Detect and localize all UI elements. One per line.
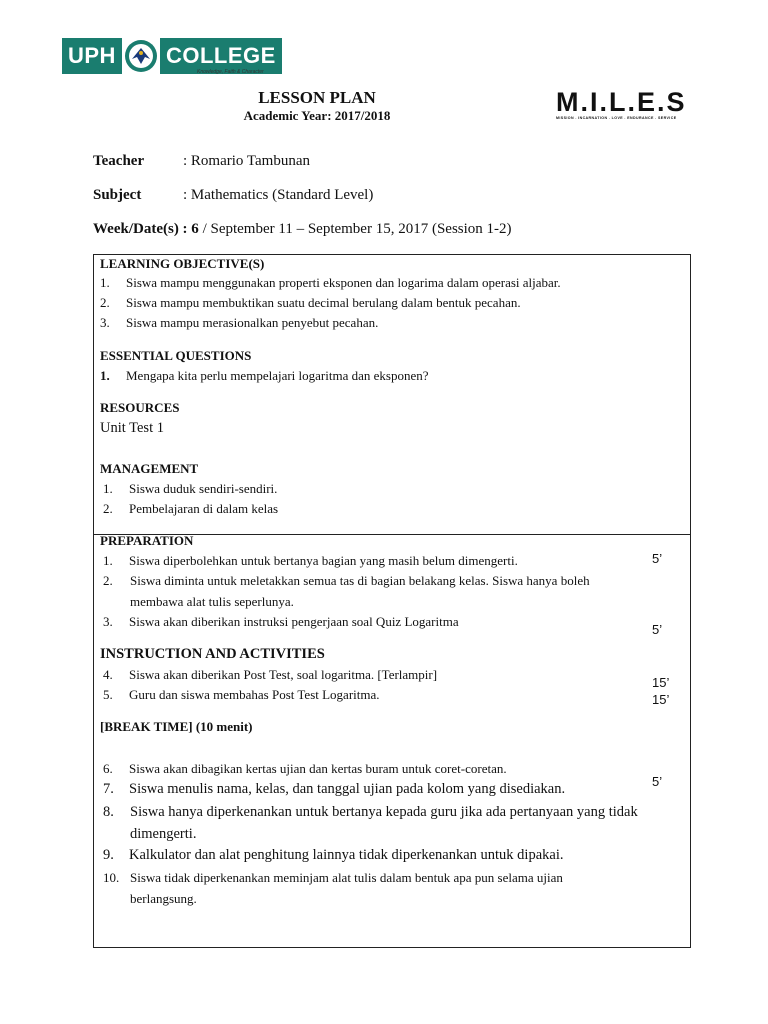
teacher-row xyxy=(93,153,310,170)
week-label: Week/Date(s) : 6 xyxy=(93,221,199,237)
list-item: 9. Kalkulator dan alat penghitung lainnya tidak diperkenankan untuk dipakai. xyxy=(103,847,564,863)
logo-left-text: UPH xyxy=(62,38,122,74)
uph-college-logo xyxy=(62,38,282,74)
miles-logo xyxy=(556,88,694,120)
miles-title: M.I.L.E.S xyxy=(556,87,687,117)
time-label: 5’ xyxy=(652,551,663,566)
learning-objectives-heading: LEARNING OBJECTIVE(S) xyxy=(100,256,265,271)
week-value: / September 11 – September 15, 2017 (Session 1-2) xyxy=(198,221,512,237)
subject-value: : Mathematics (Standard Level) xyxy=(183,187,374,203)
academic-year: Academic Year: 2017/2018 xyxy=(243,108,391,123)
list-item: 6. Siswa akan dibagikan kertas ujian dan kertas buram untuk coret-coretan. xyxy=(103,761,507,776)
list-item: 3. Siswa mampu merasionalkan penyebut pecahan. xyxy=(100,315,379,330)
list-item: 2. Pembelajaran di dalam kelas xyxy=(103,501,279,516)
list-item: 5. Guru dan siswa membahas Post Test Logaritma. xyxy=(103,687,380,702)
list-item: 1. Mengapa kita perlu mempelajari logaritma dan eksponen? xyxy=(100,368,429,383)
eagle-seal-icon xyxy=(124,39,158,73)
time-label: 5’ xyxy=(652,774,663,789)
time-label: 15’ xyxy=(652,692,670,707)
week-row xyxy=(93,221,512,238)
list-item: 1. Siswa diperbolehkan untuk bertanya bagian yang masih belum dimengerti. xyxy=(103,553,518,568)
list-item: 2. Siswa diminta untuk meletakkan semua tas di bagian belakang kelas. Siswa hanya boleh membawa alat tulis seperlunya. xyxy=(103,573,590,609)
list-item: 1. Siswa mampu menggunakan properti eksponen dan logarima dalam operasi aljabar. xyxy=(100,275,561,290)
list-item: 10. Siswa tidak diperkenankan meminjam alat tulis dalam bentuk apa pun selama ujian berlangsung. xyxy=(103,870,563,906)
objectives-box xyxy=(93,254,691,535)
list-item: 4. Siswa akan diberikan Post Test, soal logaritma. [Terlampir] xyxy=(103,667,438,682)
preparation-heading: PREPARATION xyxy=(100,533,194,548)
miles-subtitle: MISSION . INCARNATION . LOVE . ENDURANCE . SERVICE xyxy=(556,116,677,120)
time-label: 15’ xyxy=(652,675,670,690)
teacher-value: : Romario Tambunan xyxy=(183,153,310,169)
activities-box xyxy=(93,533,691,948)
logo-right-text: COLLEGE xyxy=(160,38,282,74)
list-item: 1. Siswa duduk sendiri-sendiri. xyxy=(103,481,278,496)
logo-tagline: Knowledge, Faith & Character xyxy=(197,69,264,75)
resources-text: Unit Test 1 xyxy=(100,420,164,436)
page-title: LESSON PLAN xyxy=(258,88,376,107)
teacher-label: Teacher xyxy=(93,153,145,169)
list-item: 3. Siswa akan diberikan instruksi pengerjaan soal Quiz Logaritma xyxy=(103,614,459,629)
instruction-heading: INSTRUCTION AND ACTIVITIES xyxy=(100,646,325,662)
list-item: 8. Siswa hanya diperkenankan untuk bertanya kepada guru jika ada pertanyaan yang tidak dimengerti. xyxy=(103,804,638,842)
resources-heading: RESOURCES xyxy=(100,400,180,415)
break-time-heading: [BREAK TIME] (10 menit) xyxy=(100,719,253,734)
time-label: 5’ xyxy=(652,622,663,637)
list-item: 7. Siswa menulis nama, kelas, dan tanggal ujian pada kolom yang disediakan. xyxy=(103,781,566,797)
subject-label: Subject xyxy=(93,187,142,203)
list-item: 2. Siswa mampu membuktikan suatu decimal berulang dalam bentuk pecahan. xyxy=(100,295,521,310)
essential-questions-heading: ESSENTIAL QUESTIONS xyxy=(100,348,252,363)
management-heading: MANAGEMENT xyxy=(100,461,199,476)
subject-row xyxy=(93,187,373,204)
